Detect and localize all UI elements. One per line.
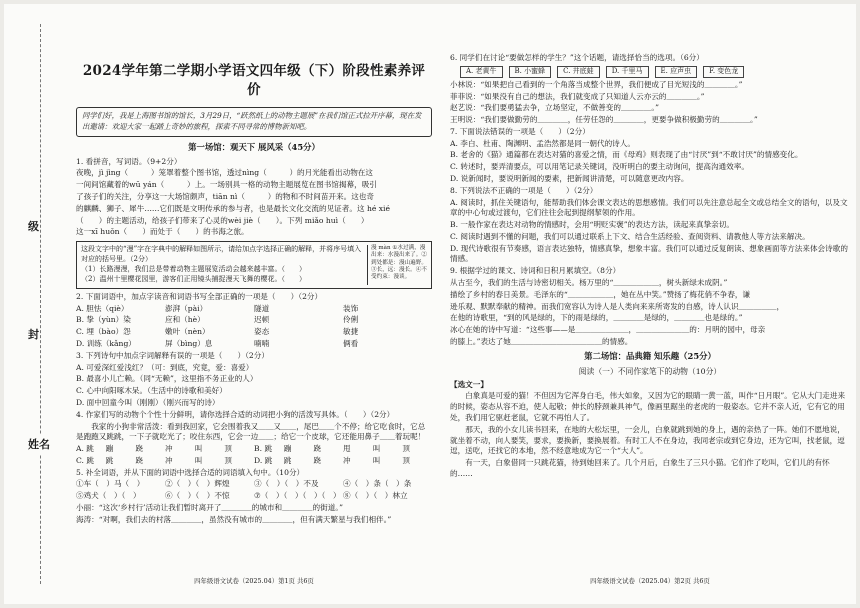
q5-blank[interactable]: ⑦（ ）（ ）（ ）（ ） xyxy=(254,491,341,501)
q5-dialog: 小丽：“这次‘乡村行’活动让我们暂时离开了＿＿＿＿的城市和＿＿＿＿的街道。” xyxy=(76,502,343,512)
q6-option[interactable]: E. 应声虫 xyxy=(655,66,698,78)
q5-row xyxy=(76,491,432,502)
q4-text: 我家的小狗非常活泼：看到我回家，它会围着我又＿＿又＿＿，尾巴＿＿个不停；给它吃食时，它总是跑跑又跳跳，一下子就吃光了；咬住东西，它会一边＿＿；给它一个皮球，它还能用鼻子＿＿着玩呢！ xyxy=(76,421,426,442)
q5-blank[interactable]: ⑧（ ）（ ）林立 xyxy=(343,491,408,501)
binding-dashed-line xyxy=(40,24,41,584)
q5-heading: 5. 补全词语，并从下面的词语中选择合适的词语填入句中。（10分） xyxy=(76,467,305,477)
q7-option: A. 李白、杜甫、陶渊明、孟浩然都是同一朝代的诗人。 xyxy=(450,138,635,148)
q3-option: C. 心中向阳啄木呆。（生活中的诗歌和美好） xyxy=(76,386,227,396)
q4-word: 叫 xyxy=(194,444,203,454)
dictionary-entry: 漫 màn ①水过满，漫出来：水漫出来了。②到处都是：漫山遍野。③长，远：漫长。④不受约束：漫谈。 xyxy=(367,245,427,285)
q4-word: 跷 xyxy=(313,444,321,454)
q5-row xyxy=(76,479,432,490)
q4-word: 跷 xyxy=(313,455,321,465)
q8-option: C. 阅读时遇到不懂的问题，我们可以通过联系上下文、结合生活经验、查阅资料、请教他人等方法来解决。 xyxy=(450,231,810,241)
binding-label-name: 姓名 xyxy=(28,434,50,454)
q4-word: 顶 xyxy=(224,444,232,454)
q2-row xyxy=(76,327,432,338)
q2-cell: 俩看 xyxy=(343,339,359,349)
box-instructions: 这段文字中的“漫”字在字典中的解释如图所示，请给加点字选择正确的解释，并将序号填入对应的括号里。（2分） xyxy=(81,245,362,264)
q7-heading: 7. 下面说法错误的一项是（ ）（2分） xyxy=(450,126,590,136)
q2-row xyxy=(76,304,432,315)
q4-word: B. 跳 xyxy=(254,444,273,454)
q8-option: B. 一般作家在表达对动物的情感时，会用“明贬实褒”的表达方法，读起来真挚亲切。 xyxy=(450,220,734,230)
q4-word: D. 跳 xyxy=(254,455,273,465)
q1-line: 了孩子们的关注，分享这一大场馆颇声，tiān nì（ ）的物和不时间苗开来。这也奇 xyxy=(76,192,375,202)
selection-label: 【选文一】 xyxy=(450,379,488,389)
page-footer-right: 四年级语文试卷（2025.04）第2页 共6页 xyxy=(590,576,710,585)
q8-option: D. 现代诗歌很有节奏感，语言表达独特，情感真挚，想象丰富。我们可以通过反复朗读、想象画面等方法来体会诗歌的情感。 xyxy=(450,243,848,264)
q6-options xyxy=(460,66,850,78)
intro-box: 同学们好，我是上海图书馆的馆长，3月29日，“跃然纸上的动物主题展”在我们馆正式拉开序幕，现在发出邀请：欢迎大家一起踏上奇妙的旅程，探索不同寻常的博物新知吧。 xyxy=(76,107,432,136)
q2-row xyxy=(76,315,432,326)
q9-line: 的膝上。”表达了她＿＿＿＿＿＿＿＿＿＿＿＿的情感。 xyxy=(450,336,633,346)
q2-cell: 喃喃 xyxy=(254,339,270,349)
page-footer-left: 四年级语文试卷（2025.04）第1页 共6页 xyxy=(194,576,314,585)
passage-paragraph: 白象真是可爱的猫！不但因为它浑身白毛，伟大如象，又因为它的眼睛一黄一蓝，叫作“日月眼”。它从大门走进来的时候，姿态从容不迫，使人起敬；伸长的脖颈兼具神气，像画里踞坐的老虎的一般姿态。它并不亲人近，它有它的用处，我们用它驱赶老鼠，它就不再怕人了。 xyxy=(450,391,846,423)
q4-word: 甩 xyxy=(343,444,351,454)
binding-label-seal: 封 xyxy=(28,324,39,344)
q6-dialog-line: 菲菲说：“如果没有自己的想法，我们就变成了只知道人云亦云的＿＿＿＿。” xyxy=(450,91,705,101)
exam-title: 2024学年第二学期小学语文四年级（下）阶段性素养评价 xyxy=(82,63,426,99)
q5-blank[interactable]: ⑤鸡犬（ ）（ ） xyxy=(76,491,141,501)
q4-word: 顶 xyxy=(402,455,410,465)
q4-word: 跷 xyxy=(135,444,143,454)
q2-cell: 伶俐 xyxy=(343,315,359,325)
q4-word: 冲 xyxy=(165,455,173,465)
binding-label-class: 级 xyxy=(28,216,39,236)
q4-word: 蹦 xyxy=(283,444,292,454)
q4-word: 冲 xyxy=(343,455,351,465)
q1-line: 夜晚，jì jìng（ ）笼罩着整个图书馆，透过nìng（ ）的月光能看出动物在这 xyxy=(76,168,373,178)
q5-blank[interactable]: ①车（ ）马（ ） xyxy=(76,479,145,489)
q2-row xyxy=(76,339,432,350)
exam-sheet xyxy=(4,4,856,604)
q6-heading: 6. 同学们在讨论“要做怎样的学生？”这个话题，请选择恰当的选项。（6分） xyxy=(450,53,704,62)
q6-option[interactable]: B. 小蜜蜂 xyxy=(509,66,552,78)
q2-cell: 嫩叶（nèn） xyxy=(165,327,210,337)
q6-option[interactable]: A. 老黄牛 xyxy=(460,66,503,78)
q9-line: 逊乐观、默默奉献的精神。而我们宽容认为诗人是人类向来来所寄发的自感，诗人认识＿＿＿＿＿， xyxy=(450,301,785,311)
q1-line: 这一xī huǒn（ ）而处于（ ）的书海之旅。 xyxy=(76,227,249,237)
q4-word: 叫 xyxy=(372,455,381,465)
q3-option: D. 面中回童今叫（刚刚）（刚兴而写的诗） xyxy=(76,397,220,407)
q2-cell: D. 训练（kǎng） xyxy=(76,339,136,349)
q1-heading: 1. 看拼音，写词语。（9+2分） xyxy=(76,156,182,166)
q4-word: 顶 xyxy=(402,444,410,454)
q9-line: 冰心在她的诗中写道：“这些事——是＿＿＿＿＿＿＿，＿＿＿＿＿＿＿的：月明的园中，母亲 xyxy=(450,325,766,335)
q4-heading: 4. 作家们写的动物个个性十分鲜明，请你选择合适的动词把小狗的活泼写具体。（ ）（2分） xyxy=(76,409,395,419)
q1-line: （ ）的主题活动，给孩子们带来了心灵的wèi jiè（ ）。下列 miǎo huì（ ） xyxy=(76,215,369,225)
q6-option[interactable]: D. 千里马 xyxy=(606,66,649,78)
q7-option: C. 转述时，要弄清要点，可以用笔记录关键词，没听明白的要主动询问，提高沟通效率。 xyxy=(450,162,749,172)
box-item: （1）长路漫漫，我们总是带着动物主题展览活动会越来越丰富。（ ） xyxy=(81,265,306,274)
q5-blank[interactable]: ⑥（ ）（ ）不惊 xyxy=(165,491,230,501)
passage-paragraph: 有一天，白象借同一只跳花猫，待到她回来了。几个月后，白象生了三只小猫。它们作了吃叫，它们儿的有怀的…… xyxy=(450,458,830,478)
section1-heading: 第一场馆：观天下 展风采（45分） xyxy=(188,141,320,152)
q6-option[interactable]: F. 变色龙 xyxy=(703,66,744,78)
q2-cell: 屏（bìng）息 xyxy=(165,339,213,349)
reading-title: 阅读（一）不同作家笔下的动物（10分） xyxy=(578,366,722,376)
q6-dialog-line: 赵艺说：“我们要勇猛去争，立场坚定，不做善变的＿＿＿＿。” xyxy=(450,103,659,113)
q4-word: C. 跳 xyxy=(76,455,94,465)
q5-blank[interactable]: ②（ ）（ ）辉煌 xyxy=(165,479,230,489)
q2-cell: B. 挚（yùn）染 xyxy=(76,315,131,325)
q2-heading: 2. 下面词语中，加点字读音和词语书写全部正确的一项是（ ）（2分） xyxy=(76,291,323,301)
q2-cell: 迟顿 xyxy=(254,315,270,325)
q5-blank[interactable]: ④（ ）条（ ）条 xyxy=(343,479,412,489)
q4-option-row xyxy=(76,444,432,455)
q1-line: 的麒麟、狮子、犀牛……它们既是文明传承的参与者，也是最长文化交流的见证者。这 hé xié xyxy=(76,203,390,213)
q3-option: A. 可爱深红爱浅红？（可：到底，究竟，爱：喜爱） xyxy=(76,362,254,372)
q6-dialog-line: 小林说：“如果把自己看到的一个角落当成整个世界，我们便成了目光短浅的＿＿＿＿。” xyxy=(450,79,743,89)
q9-line: 描绘了乡村的春日美景。毛泽东的“＿＿＿＿＿＿，她在丛中笑。”赞扬了梅花俏不争春，谦 xyxy=(450,289,751,299)
q2-cell: 应和（hè） xyxy=(165,315,205,325)
q4-word: 冲 xyxy=(165,444,173,454)
q2-cell: 隧道 xyxy=(254,303,270,313)
q9-line: 从古至今，我们的生活与诗密切相关。杨万里的“＿＿＿＿＿＿，树头新绿未成阴。” xyxy=(450,278,728,287)
page-left xyxy=(76,4,432,604)
binding-margin xyxy=(10,4,56,604)
q6-dialog-line: 王明说：“我们要做勤劳的＿＿＿＿，任劳任怨的＿＿＿＿，更要争做积极勤劳的＿＿＿＿。” xyxy=(450,115,758,125)
q1-line: 一间间馆藏着的wū yán（ ）上。一场别具一格的动物主题展览在图书馆揭幕，吸引 xyxy=(76,180,377,190)
q4-word: 叫 xyxy=(194,455,203,465)
q4-word: 跳 xyxy=(105,455,114,465)
q4-word: 蹦 xyxy=(105,444,114,454)
q2-cell: 敏捷 xyxy=(343,327,359,337)
q3-heading: 3. 下列诗句中加点字词解释有误的一项是（ ）（2分） xyxy=(76,350,269,360)
q7-option: B. 老舍的《猫》通篇都在表达对猫的喜爱之情，而《母鸡》则表现了由“讨厌”到“不敢讨厌”的情感变化。 xyxy=(450,150,803,160)
q2-cell: 装饰 xyxy=(343,303,359,313)
passage-paragraph: 那天，我的小女儿读书回来，在地的大松坛里，一会儿，白象就跳到她的身上，遇的亲热了一阵。她们不愿地说，就坐着不动，向人要笑，要求，要换新，要换展着。有时工人不在身边，我同老宗或到它身边，还为它叫，找老鼠，逗逗，送吃，还找它的本地，然不经意地成为它一个“大人”。 xyxy=(450,424,845,456)
q2-cell: 姿态 xyxy=(254,327,270,337)
dictionary-question-box xyxy=(76,241,432,289)
q4-word: 跷 xyxy=(135,455,143,465)
q6-option[interactable]: C. 井底蛙 xyxy=(557,66,600,78)
q4-word: A. 跳 xyxy=(76,444,94,454)
q9-line: 在他的诗歌里，“到的风是绿的，下的雨是绿的，＿＿＿＿是绿的，＿＿＿＿也是绿的。” xyxy=(450,313,743,323)
q2-cell: C. 埋（bào）怨 xyxy=(76,327,131,337)
q2-cell: A. 胆怯（qiè） xyxy=(76,303,129,313)
q4-option-row xyxy=(76,456,432,467)
q4-word: 叫 xyxy=(372,444,381,454)
q8-heading: 8. 下列说法不正确的一项是（ ）（2分） xyxy=(450,185,598,195)
q2-cell: 澎湃（pài） xyxy=(165,303,208,313)
q7-option: D. 说新闻时，要说明新闻的要素，把新闻讲清楚，可以随意更改内容。 xyxy=(450,173,689,183)
page-right xyxy=(450,4,850,604)
q3-option: B. 最喜小儿亡赖。（同“无赖”，这里指不务正业的人） xyxy=(76,374,258,384)
q4-word: 顶 xyxy=(224,455,232,465)
box-item: （2）温州十里樱花园里，游客们正用镜头捕捉漫天飞舞的樱花。（ ） xyxy=(81,274,306,283)
q8-option: A. 阅读时，抓住关键语句，能帮助我们体会课文表达的思想感情。我们可以先注意总起全文或总结全文的语句，以及文章的中心句或过渡句，它们往往会起到提纲挈领的作用。 xyxy=(450,197,848,218)
q4-word: 跳 xyxy=(283,455,292,465)
q5-dialog: 海涛：“对啊，我们去的村落＿＿＿＿，虽然没有城市的＿＿＿＿，但有满天繁星与我们相伴。” xyxy=(76,514,392,524)
section2-heading: 第二场馆：品典籍 知乐趣（25分） xyxy=(584,350,716,361)
q5-blank[interactable]: ③（ ）（ ）不及 xyxy=(254,479,319,489)
q9-heading: 9. 根据学过的课文、诗词和日积月累填空。（8分） xyxy=(450,266,621,276)
